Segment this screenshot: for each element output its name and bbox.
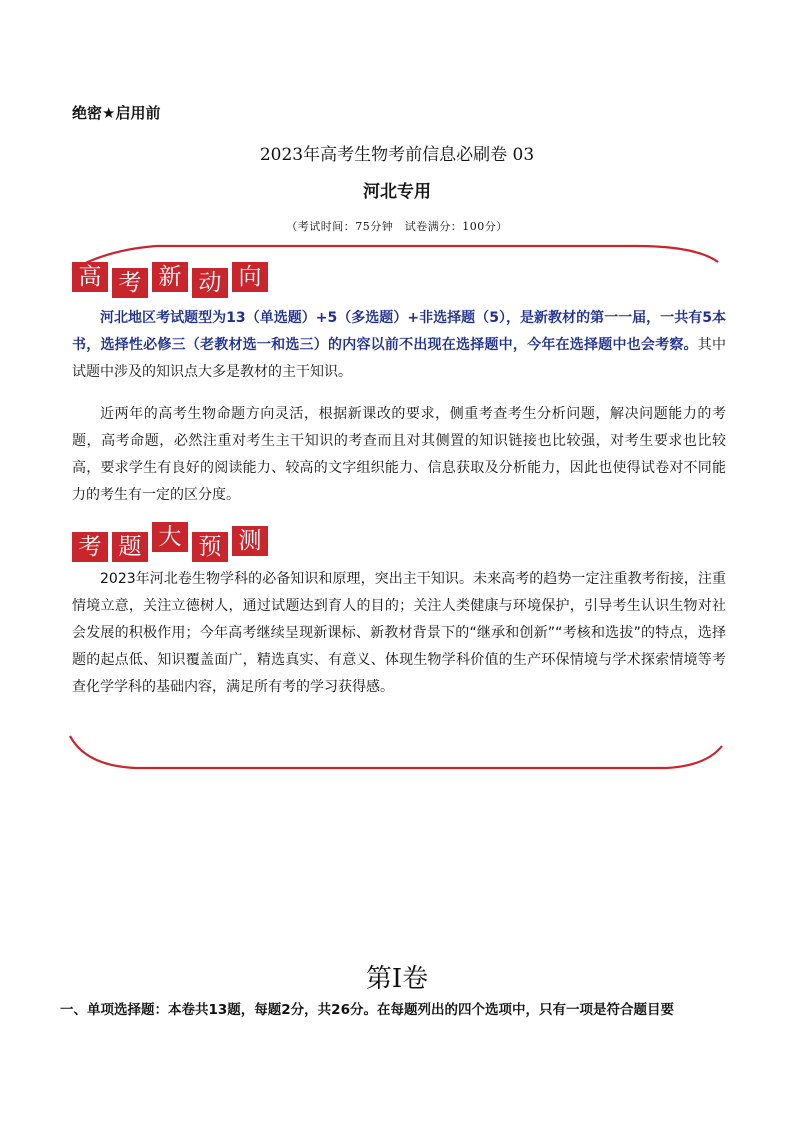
badge-char: 预 bbox=[192, 532, 228, 562]
badge-char: 题 bbox=[112, 532, 148, 562]
section1-paragraph1 bbox=[72, 305, 726, 386]
section1-paragraph1-rest: 其中试题中涉及的知识点大多是教材的主干知识。 bbox=[72, 337, 727, 380]
part-heading: 第I卷 bbox=[365, 964, 429, 994]
page-subtitle: 河北专用 bbox=[363, 182, 431, 202]
page-title: 2023年高考生物考前信息必刷卷 03 bbox=[259, 145, 535, 165]
section2-paragraph: 2023年河北卷生物学科的必备知识和原理，突出主干知识。未来高考的趋势一定注重教考衔接，注重情境立意，关注立德树人，通过试题达到育人的目的；关注人类健康与环境保护，引导考生认识生物对社会发展的积极作用；今年高考继续呈现新课标、新教材背景下的“继承和创新”“考核和选拔”的特点，选择题的起点低、知识覆盖面广，精选真实、有意义、体现生物学科价值的生产环保情境与学术探索情境等考查化学学科的基础内容，满足所有考的学习获得感。 bbox=[72, 571, 726, 695]
question-instruction: 一、单项选择题：本卷共13题，每题2分，共26分。在每题列出的四个选项中，只有一项是符合题目要 bbox=[60, 1002, 674, 1018]
badge-char: 动 bbox=[192, 268, 228, 298]
badge-char: 向 bbox=[232, 262, 268, 292]
badge-char: 考 bbox=[112, 268, 148, 298]
badge-char: 测 bbox=[232, 526, 268, 556]
badge-char: 高 bbox=[72, 262, 108, 292]
confidential-label: 绝密★启用前 bbox=[72, 104, 161, 122]
exam-info: （考试时间：75分钟 试卷满分：100分） bbox=[286, 220, 508, 233]
badge-char: 新 bbox=[152, 262, 188, 292]
badge-kaoti-dayuce bbox=[72, 526, 268, 562]
badge-char: 大 bbox=[152, 522, 188, 552]
badge-gaokao-xindongxiang bbox=[72, 262, 268, 298]
badge-char: 考 bbox=[72, 532, 108, 562]
section1-highlight: 河北地区考试题型为13（单选题）+5（多选题）+非选择题（5），是新教材的第一一届，一共有5本书，选择性必修三（老教材选一和选三）的内容以前不出现在选择题中，今年在选择题中也会考察。 bbox=[72, 310, 726, 353]
section1-paragraph2: 近两年的高考生物命题方向灵活，根据新课改的要求，侧重考查考生分析问题，解决问题能力的考题，高考命题，必然注重对考生主干知识的考查而且对其侧置的知识链接也比较强，对考生要求也比较高，要求学生有良好的阅读能力、较高的文字组织能力、信息获取及分析能力，因此也使得试卷对不同能力的考生有一定的区分度。 bbox=[72, 406, 726, 503]
